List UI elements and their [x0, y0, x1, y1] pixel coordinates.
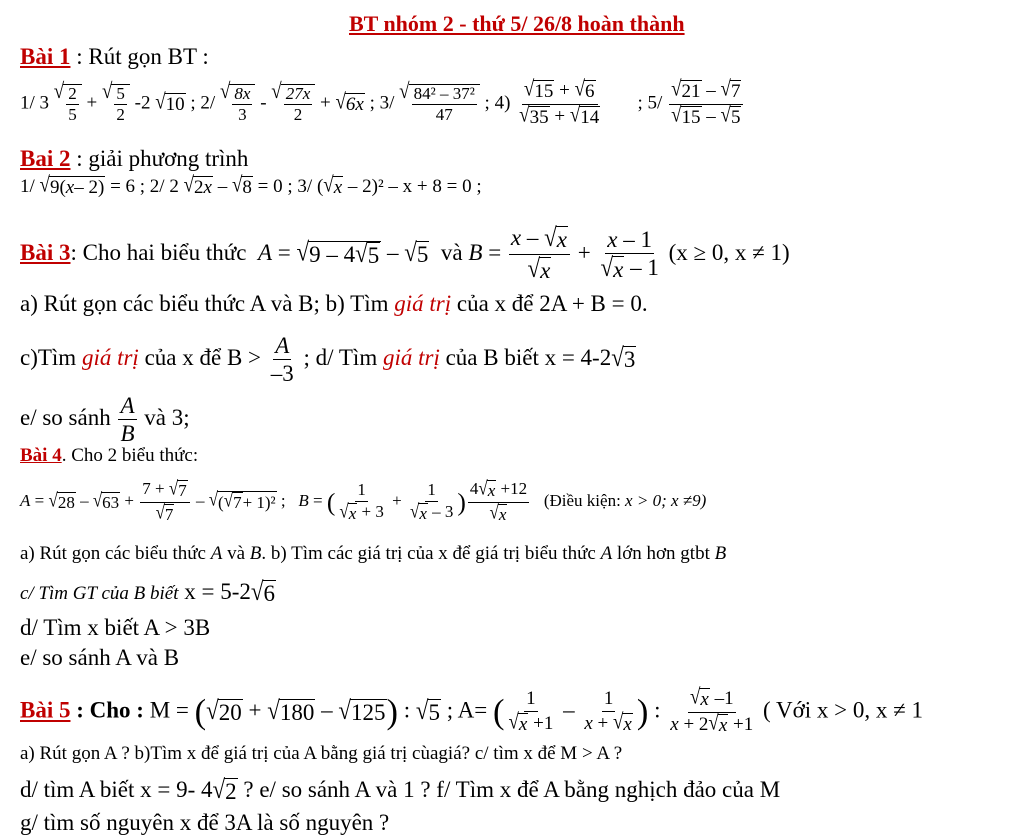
bai2-label: Bai 2	[20, 146, 71, 171]
bai1-p1: 1/ 3	[20, 92, 50, 114]
bai3-c4: của B biết x = 4-2	[445, 345, 612, 371]
bai4-cond2: x > 0; x ≠9)	[625, 490, 707, 510]
bai4-a3: . b) Tìm các giá trị của x để giá trị biểu thức	[261, 543, 596, 564]
bai4-expressions: A = √ 28 – √ 63 + 7 + √ 7 √ 7 – √ ( √ 7 + 1)² ; B = ( 1 √ x + 3 + 1 √ x – 3 ) 4 √ x +12 √ x (Điều kiện: x > 0; x ≠9)	[20, 477, 707, 524]
bai4-a2: và	[227, 543, 246, 564]
bai2-p1: 1/	[20, 175, 35, 197]
bai4-a1: a) Rút gọn các biểu thức	[20, 543, 206, 564]
bai5-l2b: ? e/ so sánh A và 1 ? f/ Tìm x để A bằng nghịch đảo của M	[243, 777, 781, 802]
bai3-e2: và 3;	[144, 405, 190, 431]
bai5-a: A=	[457, 697, 488, 723]
bai3-label: Bài 3	[20, 240, 71, 266]
bai5-line-2: d/ tìm A biết x = 9- 4 √ 2 ? e/ so sánh A và 1 ? f/ Tìm x để A bằng nghịch đảo của M	[20, 774, 781, 804]
bai4-line-d: d/ Tìm x biết A > 3B	[20, 615, 211, 640]
bai4-text: . Cho 2 biểu thức:	[61, 445, 199, 466]
bai1-heading	[20, 45, 209, 68]
bai3-text: : Cho hai biểu thức	[70, 240, 247, 266]
bai2-equations: 1/ √ 9( x – 2) = 6 ; 2/ 2 √ 2 x – √ 8 = 0 ; 3/ ( √ x – 2)² – x + 8 = 0 ;	[20, 173, 482, 198]
bai1-text: : Rút gọn BT :	[70, 44, 209, 69]
bai4-c2: x = 5-2	[184, 579, 251, 604]
bai4-line-c: c/ Tìm GT của B biết x = 5-2 √ 6	[20, 576, 276, 606]
bai1-label: Bài 1	[20, 44, 71, 69]
bai2-p1b: = 6 ; 2/ 2	[110, 175, 179, 197]
bai3-va: và	[440, 240, 463, 266]
bai3-line-c: c)Tìm giá trị của x để B > $\frac{A}{-3}$ ; d/ Tìm giá trị của B biết x = 4-2 √ 3	[20, 333, 636, 387]
bai5-line-3: g/ tìm số nguyên x để 3A là số nguyên ?	[20, 810, 390, 835]
bai3-heading: Bài 3: Cho hai biểu thức A = √ 9 – 4 √ 5 – √ 5 và B = x – √ x √ x + x – 1 √ x – 1 (x ≥ 0, x ≠ 1)	[20, 222, 790, 284]
bai5-m: M =	[149, 697, 189, 723]
bai4-label: Bài 4	[20, 445, 62, 466]
bai3-line-e: e/ so sánh $\frac{A}{B}$ và 3;	[20, 393, 190, 447]
bai3-a: a) Rút gọn các biểu thức A và B; b) Tìm	[20, 291, 389, 316]
bai5-label: Bài 5	[20, 697, 71, 723]
bai3-condition: (x ≥ 0, x ≠ 1)	[668, 240, 790, 266]
gia-tri-highlight: giá trị	[394, 291, 452, 316]
bai3-c1: c)Tìm	[20, 345, 77, 371]
bai3-line-a	[20, 292, 648, 315]
bai4-c1: c/ Tìm GT của B biết	[20, 583, 179, 604]
bai1-expressions: 1/ 3 √ $\frac{2}{5}$ + √ $\frac{5}{2}$ -2 √ 10 ; 2/ √ $\frac{8x}{3}$ - √ $\frac{27x}{2}$ + √ 6x ; 3/ √ $\frac{\text{84² – 37²}}{47}$ ; 4) √ 15 + √ 6 √ 35 + √ 14 ; 5/ √ 21 – √ 7 √ 15 – √ 5	[20, 80, 745, 129]
bai5-cho: : Cho :	[70, 697, 144, 723]
bai5-l2a: d/ tìm A biết x = 9- 4	[20, 777, 213, 802]
bai4-heading	[20, 446, 198, 465]
page-title: BT nhóm 2 - thứ 5/ 26/8 hoàn thành	[349, 11, 685, 36]
bai2-text: : giải phương trình	[70, 146, 249, 171]
bai4-a4: lớn hơn gtbt	[616, 543, 710, 564]
bai4-line-e: e/ so sánh A và B	[20, 645, 180, 670]
bai1-p2: ; 2/	[190, 92, 216, 114]
bai5-line-1: a) Rút gọn A ? b)Tìm x để giá trị của A bằng giá trị cùagiá? c/ tìm x để M > A ?	[20, 743, 623, 764]
bai2-p2b: = 0 ; 3/	[257, 175, 313, 197]
bai3-c3: ; d/ Tìm	[303, 345, 378, 371]
bai3-e1: e/ so sánh	[20, 405, 111, 431]
gia-tri-highlight: giá trị	[382, 345, 440, 371]
bai3-c2: của x để B >	[144, 345, 262, 371]
gia-tri-highlight: giá trị	[81, 345, 139, 371]
bai1-p4: ; 4)	[484, 92, 511, 114]
bai3-a2: của x để 2A + B = 0.	[456, 291, 648, 316]
bai1-p5: ; 5/	[637, 92, 663, 114]
bai4-cond: (Điều kiện:	[543, 490, 621, 510]
bai4-line-a: a) Rút gọn các biểu thức A và B. b) Tìm các giá trị của x để giá trị biểu thức A lớn hơn gtbt B	[20, 543, 727, 564]
bai5-cond: ( Với x > 0, x ≠ 1	[763, 697, 924, 723]
bai2-heading	[20, 147, 248, 170]
bai5-heading: Bài 5 : Cho : M = ( √ 20 + √ 180 – √ 125 ) : √ 5 ; A= ( 1 √ x +1 – 1 x + √ x ) : √ x –1 x + 2 √ x +1 ( Với x > 0, x ≠ 1	[20, 685, 924, 736]
bai2-p3b: – x + 8 = 0 ;	[388, 175, 482, 197]
bai1-p3: ; 3/	[369, 92, 395, 114]
